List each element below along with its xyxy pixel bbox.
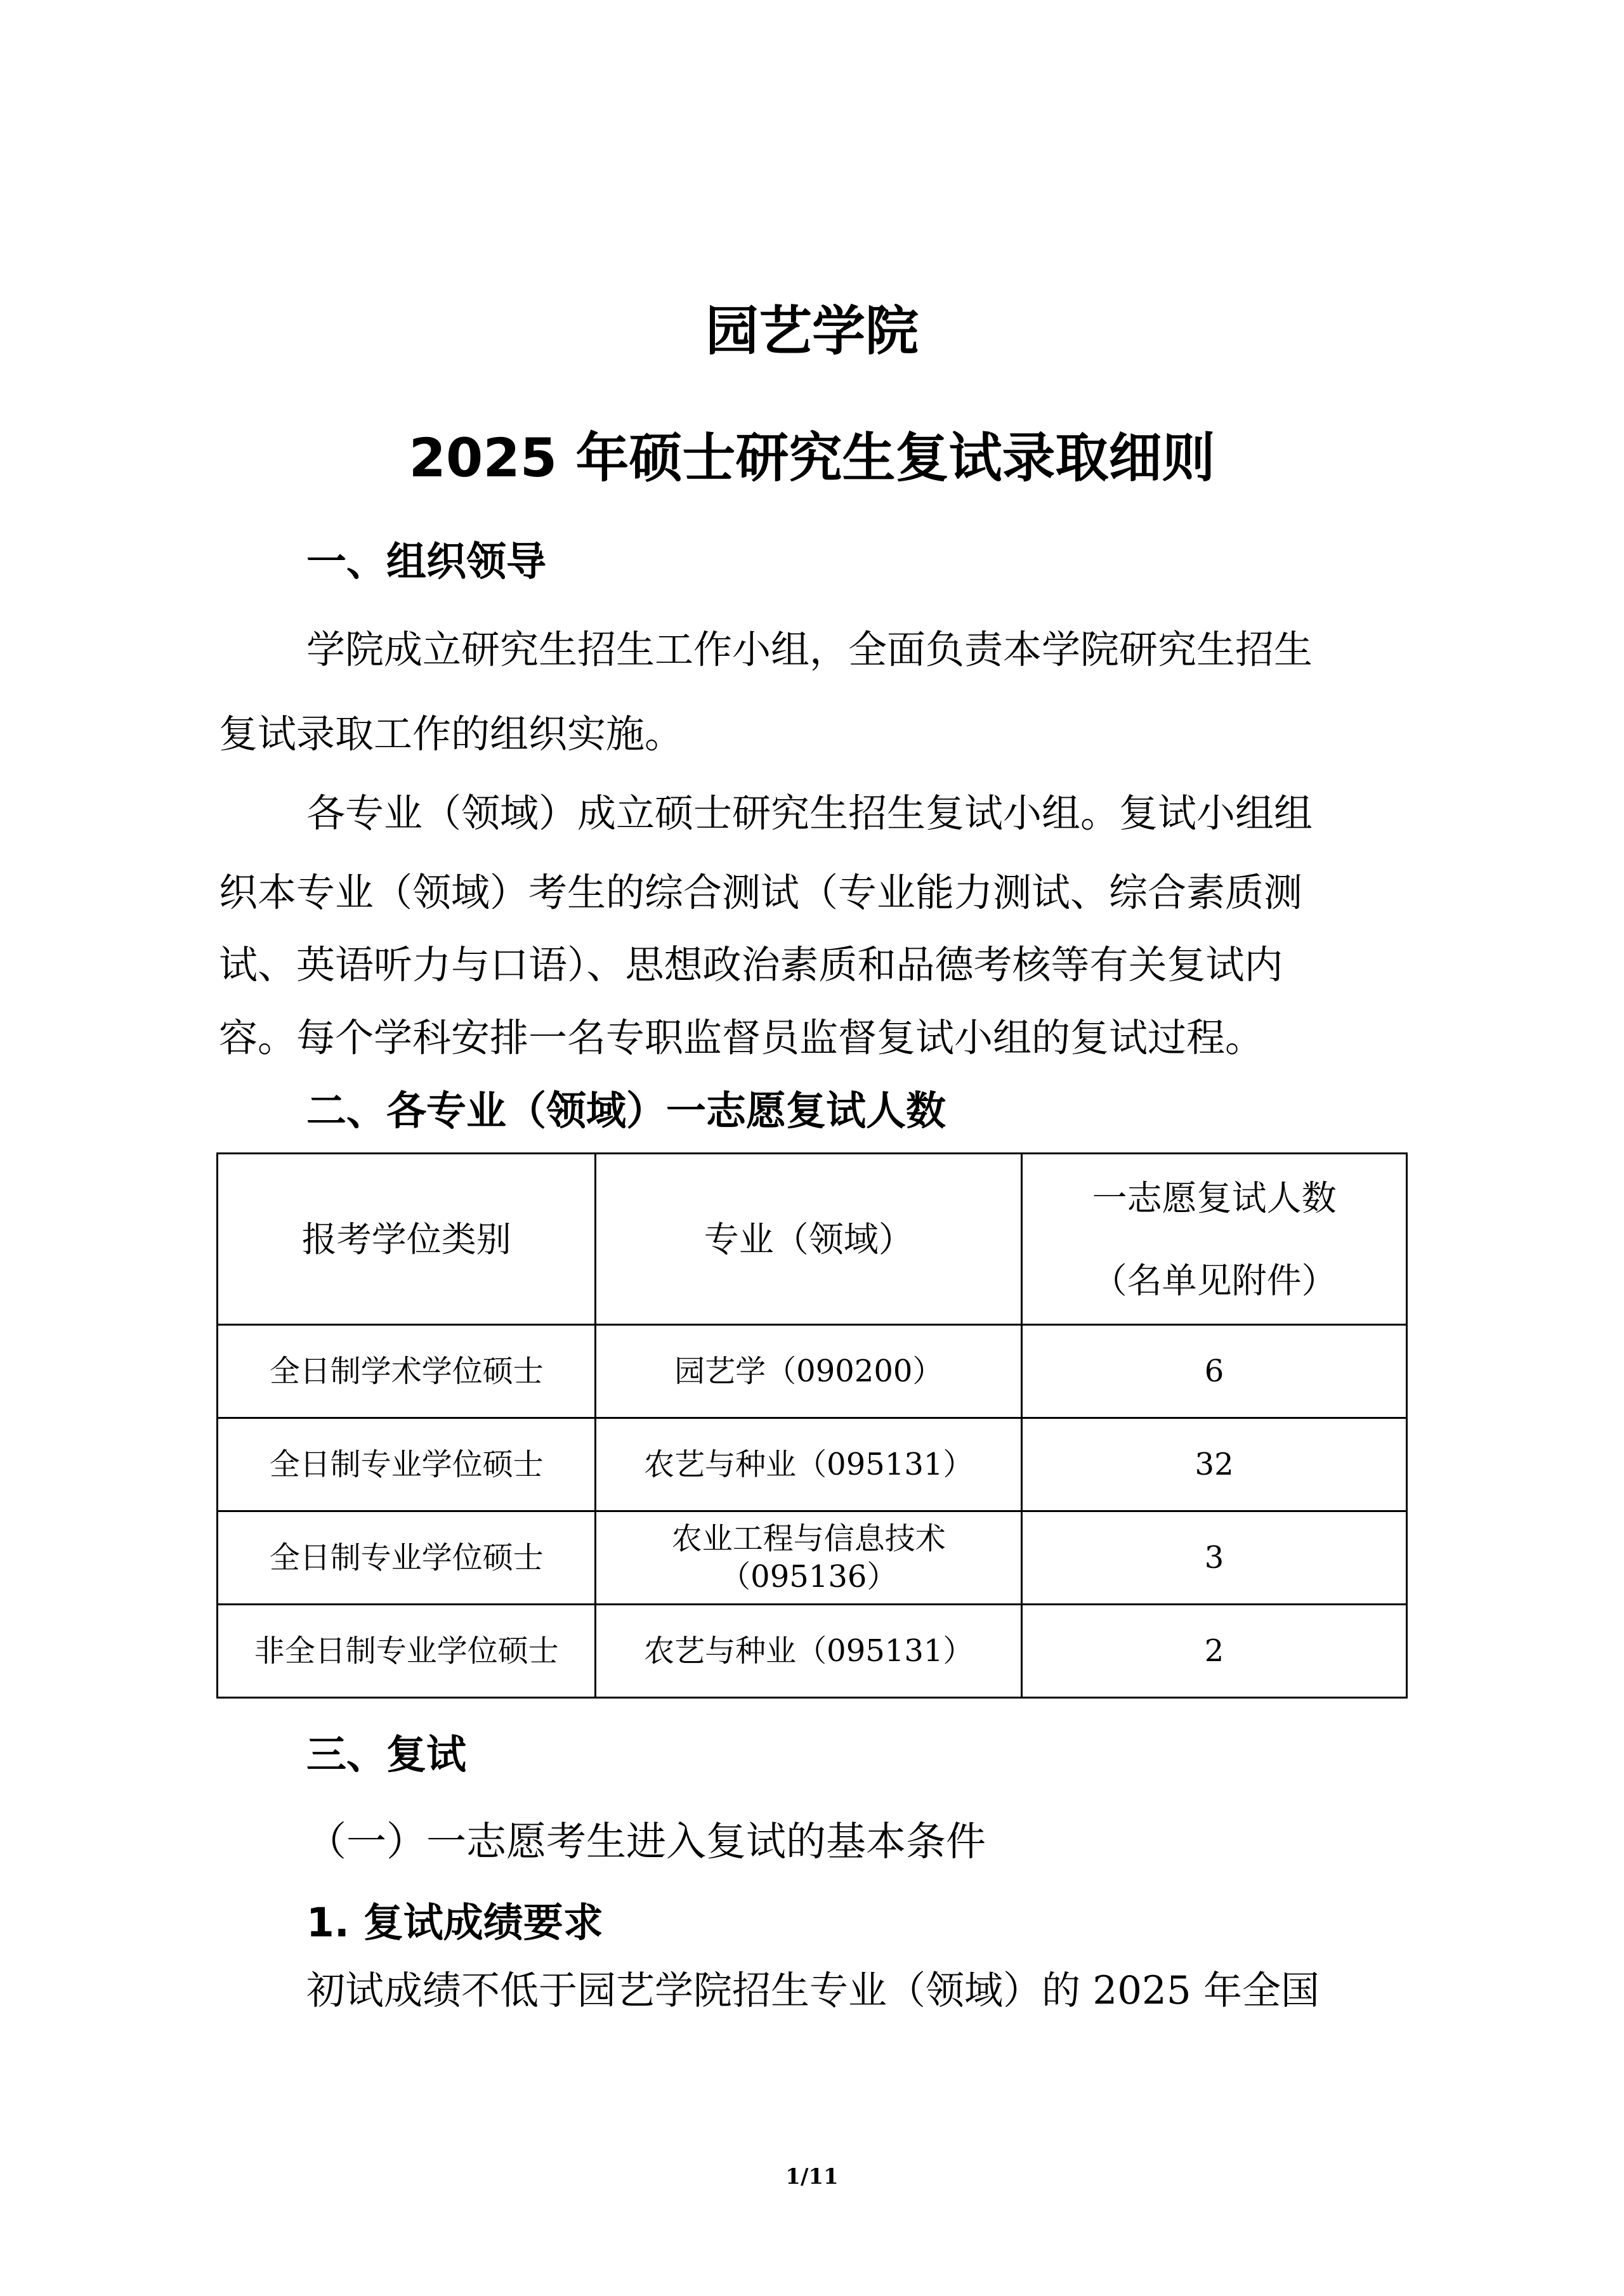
section1-paragraph1-line2: 复试录取工作的组织实施。 (219, 712, 684, 757)
section3-heading: 三、复试 (306, 1732, 466, 1778)
cell-count: 32 (1022, 1418, 1407, 1511)
cell-category: 非全日制专业学位硕士 (218, 1605, 596, 1698)
section2-heading: 二、各专业（领域）一志愿复试人数 (306, 1088, 946, 1134)
table-row (218, 1418, 1407, 1511)
cell-category: 全日制学术学位硕士 (218, 1325, 596, 1418)
cell-major: 农艺与种业（095131） (596, 1605, 1022, 1698)
section1-paragraph2-line3: 试、英语听力与口语）、思想政治素质和品德考核等有关复试内 (219, 943, 1283, 988)
section3-item1-text: 初试成绩不低于园艺学院招生专业（领域）的 2025 年全国 (306, 1968, 1320, 2013)
cell-major: 园艺学（090200） (596, 1325, 1022, 1418)
quota-table (216, 1152, 1408, 1699)
document-title: 园艺学院 (705, 300, 919, 362)
section1-paragraph2-line2: 织本专业（领域）考生的综合测试（专业能力测试、综合素质测 (219, 870, 1303, 915)
cell-count: 3 (1022, 1511, 1407, 1605)
document-subtitle: 2025 年硕士研究生复试录取细则 (409, 427, 1215, 489)
header-count-line1: 一志愿复试人数 (1092, 1177, 1337, 1218)
cell-major-line1: 农业工程与信息技术 (671, 1521, 946, 1556)
page-number: 1/11 (785, 2164, 839, 2189)
cell-count: 6 (1022, 1325, 1407, 1418)
table-row (218, 1325, 1407, 1418)
cell-major: 农艺与种业（095131） (596, 1418, 1022, 1511)
table-header-row (218, 1154, 1407, 1325)
header-count-line2: （名单见附件） (1092, 1260, 1337, 1301)
header-degree-category: 报考学位类别 (218, 1154, 596, 1325)
cell-major (596, 1511, 1022, 1605)
table-row (218, 1511, 1407, 1605)
section1-paragraph1-line1: 学院成立研究生招生工作小组，全面负责本学院研究生招生 (306, 627, 1313, 672)
header-count (1022, 1154, 1407, 1325)
cell-category: 全日制专业学位硕士 (218, 1418, 596, 1511)
cell-major-line2: （095136） (720, 1559, 898, 1595)
section3-subheading: （一）一志愿考生进入复试的基本条件 (306, 1818, 986, 1865)
section1-paragraph2-line1: 各专业（领域）成立硕士研究生招生复试小组。复试小组组 (306, 791, 1313, 836)
table-row (218, 1605, 1407, 1698)
section1-paragraph2-line4: 容。每个学科安排一名专职监督员监督复试小组的复试过程。 (219, 1015, 1264, 1060)
section3-item1-heading: 1. 复试成绩要求 (306, 1900, 603, 1946)
section1-heading: 一、组织领导 (306, 538, 546, 585)
cell-count: 2 (1022, 1605, 1407, 1698)
cell-category: 全日制专业学位硕士 (218, 1511, 596, 1605)
header-major: 专业（领域） (596, 1154, 1022, 1325)
